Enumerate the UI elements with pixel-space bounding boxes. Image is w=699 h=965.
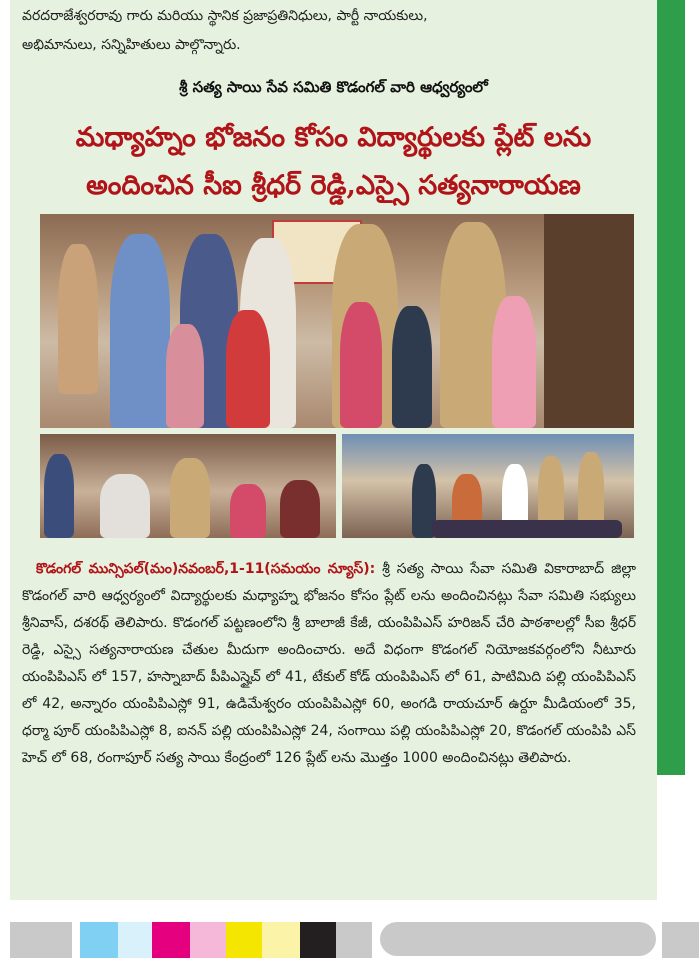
previous-article-tail <box>22 2 646 60</box>
photo-person <box>492 296 536 428</box>
photo-person <box>340 302 382 428</box>
color-swatch <box>10 922 72 958</box>
color-swatch <box>662 922 699 958</box>
photo-person <box>226 310 270 428</box>
photo-person <box>432 520 622 538</box>
article-body-text: శ్రీ సత్య సాయి సేవా సమితి వికారాబాద్ జిల్లా కొడంగల్ వారి ఆధ్వర్యంలో విద్యార్థులకు మధ్యాహ్న భోజనం కోసం ప్లేట్ లను అందించినట్లు సేవా సమితి సభ్యులు శ్రీనివాస్, దశరథ్ తెలిపారు. కొడంగల్ పట్టణంలోని శ్రీ బాలాజీ కేజీ, యంపిపిఎస్ హరిజన్ చేరి పాఠశాలల్లో సీఐ శ్రీధర్ రెడ్డి, ఎస్సై సత్యనారాయణ చేతుల మీదుగా అందించారు. అదే విధంగా కొడంగల్ నియోజకవర్గంలోని నీటూరు యంపిపిఎస్ లో 157, హస్నాబాద్ పీపిఎస్హైచ్ లో 41, టేకుల్ కోడ్ యంపిపిఎస్ లో 61, పాటిమిది పల్లి యంపిపిఎస్ లో 42, అన్నారం యంపిపిఎస్లో 91, ఉడిమేశ్వరం యంపిపిఎస్లో 60, అంగడి రాయచూర్ ఉర్దూ మీడియంలో 35, ధర్మా పూర్ యంపిపిఎస్లో 8, ఐనన్ పల్లి యంపిపిఎస్లో 24, సంగాయి పల్లి యంపిపిఎస్లో 20, కొడంగల్ యంపిపి ఎస్ హెచ్ లో 68, రంగాపూర్ సత్య సాయి కేంద్రంలో 126 ప్లేట్ లను మొత్తం 1000 అందించినట్లు తెలిపారు. <box>22 561 637 766</box>
photo-person <box>166 324 204 428</box>
color-swatch <box>118 922 152 958</box>
headline-line-1: మధ్యాహ్నం భోజనం కోసం విద్యార్థులకు ప్లేట్ లను <box>75 122 592 153</box>
color-swatch <box>226 922 262 958</box>
photo-person <box>280 480 320 538</box>
main-event-photo <box>40 214 634 428</box>
print-registration-bar <box>10 922 699 958</box>
photo-person <box>58 244 98 394</box>
event-photo-right <box>342 434 634 538</box>
article-dateline: కొడంగల్ మున్సిపల్(మం)నవంబర్,1-11(సమయం న్యూస్): <box>36 561 376 577</box>
photo-person <box>170 458 210 538</box>
photo-person <box>392 306 432 428</box>
previous-article-line: అభిమానులు, సన్నిహితులు పాల్గొన్నారు. <box>22 37 241 53</box>
article-headline <box>10 114 657 210</box>
article-kicker: శ్రీ సత్య సాయి సేవ సమితి కొడంగల్ వారి ఆధ్వర్యంలో <box>179 78 488 96</box>
photo-person <box>44 454 74 538</box>
article-body <box>22 556 636 772</box>
color-swatch <box>300 922 336 958</box>
registration-pill <box>380 922 656 956</box>
page-edge-bar <box>657 0 685 775</box>
photo-wall <box>544 214 634 428</box>
event-photo-left <box>40 434 336 538</box>
photo-person <box>110 234 170 428</box>
headline-line-2: అందించిన సీఐ శ్రీధర్ రెడ్డి,ఎస్సై సత్యనారాయణ <box>86 170 581 201</box>
photo-person <box>230 484 266 538</box>
color-swatch <box>80 922 118 958</box>
color-swatch <box>262 922 300 958</box>
color-swatch <box>152 922 190 958</box>
previous-article-line: వరదరాజేశ్వరరావు గారు మరియు స్థానిక ప్రజాప్రతినిధులు, పార్టీ నాయకులు, <box>22 8 428 24</box>
color-swatch <box>190 922 226 958</box>
color-swatch <box>336 922 372 958</box>
photo-person <box>100 474 150 538</box>
